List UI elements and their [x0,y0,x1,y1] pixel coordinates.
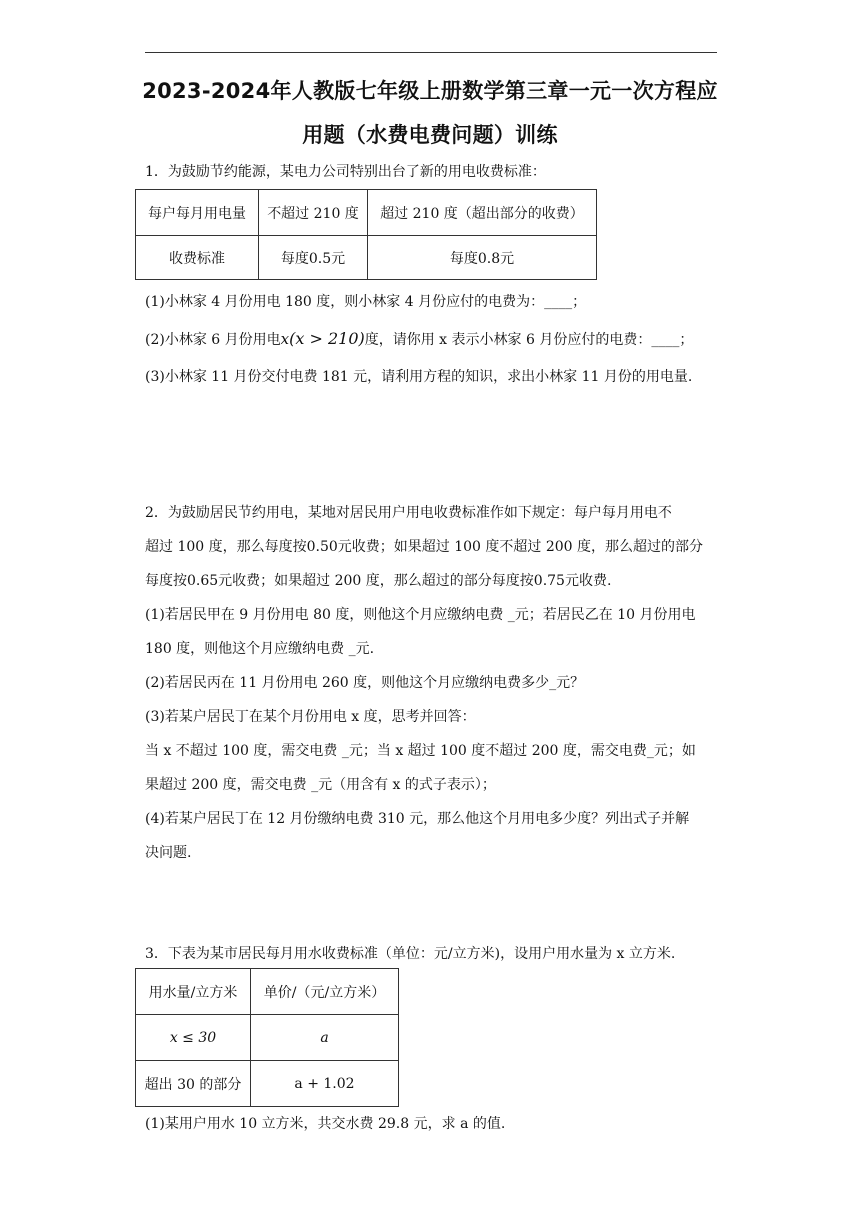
q2-line7: (3)若某户居民丁在某个月份用电 x 度，思考并回答： [145,709,476,725]
q3-price-table [135,968,399,1107]
q2-line9: 果超过 200 度，需交电费 _元（用含有 x 的式子表示）； [145,777,496,793]
q1-part2-var: x [280,330,290,348]
q1-table-header-usage: 每户每月用电量 [136,190,259,236]
q3-part1: (1)某用户用水 10 立方米，共交水费 29.8 元，求 a 的值. [145,1116,506,1132]
q3-table-row2-range: 超出 30 的部分 [136,1061,251,1107]
q1-part2-condition: (x > 210) [289,329,365,348]
q2-line3: 每度按0.65元收费；如果超过 200 度，那么超过的部分每度按0.75元收费. [145,573,612,589]
q1-table-row-under: 每度0.5元 [259,236,368,280]
q1-part1: (1)小林家 4 月份用电 180 度，则小林家 4 月份应付的电费为：____； [145,294,587,310]
q3-table-row1-price: a [251,1015,399,1061]
q1-table-row-label: 收费标准 [136,236,259,280]
q1-table-row-over: 每度0.8元 [368,236,597,280]
q2-line8: 当 x 不超过 100 度，需交电费 _元；当 x 超过 100 度不超过 200 度，需交电费_元；如 [145,743,696,759]
q3-table-header-price: 单价/（元/立方米） [251,969,399,1015]
header-rule [145,52,717,53]
q1-part3: (3)小林家 11 月份交付电费 181 元，请利用方程的知识，求出小林家 11 月份的用电量. [145,369,693,385]
document-title-line1: 2023-2024年人教版七年级上册数学第三章一元一次方程应 [142,79,718,103]
q1-intro: 1．为鼓励节约能源，某电力公司特别出台了新的用电收费标准： [145,164,546,180]
q2-line6: (2)若居民丙在 11 月份用电 260 度，则他这个月应缴纳电费多少_元？ [145,675,585,691]
q1-part2-text-a: (2)小林家 6 月份用电 [145,332,281,348]
q1-part2 [145,329,693,350]
q3-intro: 3．下表为某市居民每月用水收费标准（单位：元/立方米)，设用户用水量为 x 立方米. [145,946,676,962]
q1-table-header-over: 超过 210 度（超出部分的收费） [368,190,597,236]
q2-line5: 180 度，则他这个月应缴纳电费 _元. [145,641,375,657]
q2-line2: 超过 100 度，那么每度按0.50元收费；如果超过 100 度不超过 200 度，那么超过的部分 [145,539,704,555]
q3-table-row2-price: a + 1.02 [251,1061,399,1107]
q3-table-row1-range: x ≤ 30 [136,1015,251,1061]
q3-table-header-usage: 用水量/立方米 [136,969,251,1015]
q2-line4: (1)若居民甲在 9 月份用电 80 度，则他这个月应缴纳电费 _元；若居民乙在 10 月份用电 [145,607,696,623]
q1-part2-text-b: 度，请你用 x 表示小林家 6 月份应付的电费：____； [364,332,694,348]
q2-line10: (4)若某户居民丁在 12 月份缴纳电费 310 元，那么他这个月用电多少度？列出式子并解 [145,811,690,827]
document-title-line2: 用题（水费电费问题）训练 [302,123,558,147]
q1-price-table [135,189,597,280]
q2-line11: 决问题. [145,845,192,861]
q1-table-header-under: 不超过 210 度 [259,190,368,236]
q2-line1: 2．为鼓励居民节约用电，某地对居民用户用电收费标准作如下规定：每户每月用电不 [145,505,672,521]
